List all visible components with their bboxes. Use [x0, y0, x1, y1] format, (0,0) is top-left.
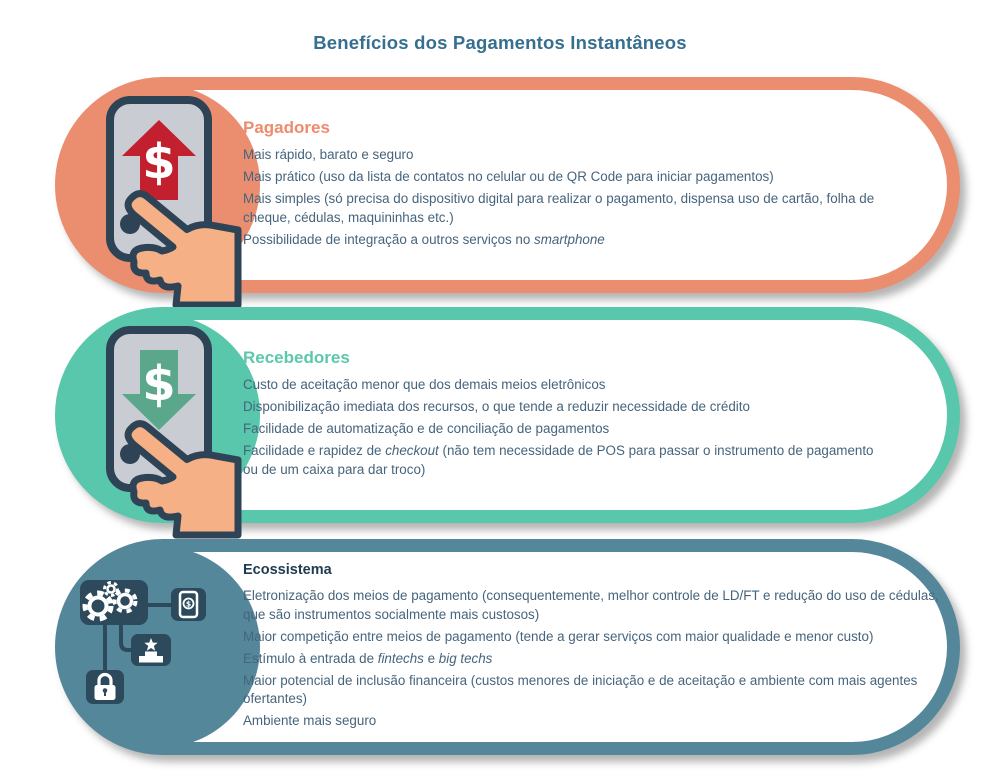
ecossistema-accent-circle — [58, 546, 260, 748]
card-pagadores — [55, 77, 960, 293]
recebedores-content — [243, 320, 883, 510]
benefit-item: Mais prático (uso da lista de contatos no celular ou de QR Code para iniciar pagamentos) — [243, 169, 774, 184]
pagadores-content — [243, 90, 883, 280]
benefit-item: Custo de aceitação menor que dos demais meios eletrônicos — [243, 377, 606, 392]
recebedores-benefit-list — [243, 373, 883, 483]
benefit-item: Facilidade de automatização e de conciliação de pagamentos — [243, 421, 610, 436]
pagadores-benefit-list — [243, 143, 883, 253]
card-recebedores — [55, 307, 960, 523]
benefit-item: Maior competição entre meios de pagamento (tende a gerar serviços com maior qualidade e menor custo) — [243, 628, 874, 644]
svg-text:$: $ — [142, 134, 176, 190]
benefit-item: Mais rápido, barato e seguro — [243, 147, 414, 162]
phone-down-arrow-hand-icon — [80, 320, 240, 535]
benefit-item: Facilidade e rapidez de checkout (não tem necessidade de POS para passar o instrumento de pagamento ou de um caixa para dar troco) — [243, 443, 874, 477]
benefit-item: Estímulo à entrada de fintechs e big techs — [243, 650, 493, 666]
benefit-item: Possibilidade de integração a outros serviços no smartphone — [243, 231, 605, 247]
benefit-item: Mais simples (só precisa do dispositivo digital para realizar o pagamento, dispensa uso de cartão, folha de cheque, cédulas, maquininhas etc.) — [243, 191, 875, 225]
recebedores-accent-circle — [58, 314, 260, 516]
recebedores-title: Recebedores — [243, 347, 350, 367]
ecossistema-benefit-list — [243, 584, 951, 735]
phone-up-arrow-hand-icon — [80, 90, 240, 305]
ecosystem-network-icon — [58, 546, 258, 746]
page-title: Benefícios dos Pagamentos Instantâneos — [313, 32, 687, 54]
ecossistema-title: Ecossistema — [243, 561, 332, 578]
svg-text:$: $ — [142, 356, 176, 412]
benefit-item: Eletronização dos meios de pagamento (consequentemente, melhor controle de LD/FT e redução do uso de cédulas, que são instrumentos socialmente mais custosos) — [243, 588, 939, 622]
benefit-item: Disponibilização imediata dos recursos, o que tende a reduzir necessidade de crédito — [243, 399, 750, 414]
ecossistema-content — [243, 552, 951, 742]
card-ecossistema — [55, 539, 960, 755]
benefit-item: Ambiente mais seguro — [243, 713, 377, 729]
pagadores-accent-circle — [58, 84, 260, 286]
svg-text:$: $ — [185, 599, 192, 609]
pagadores-title: Pagadores — [243, 117, 330, 137]
benefit-item: Maior potencial de inclusão financeira (custos menores de iniciação e de aceitação e ambiente com mais agentes ofertantes) — [243, 672, 918, 707]
